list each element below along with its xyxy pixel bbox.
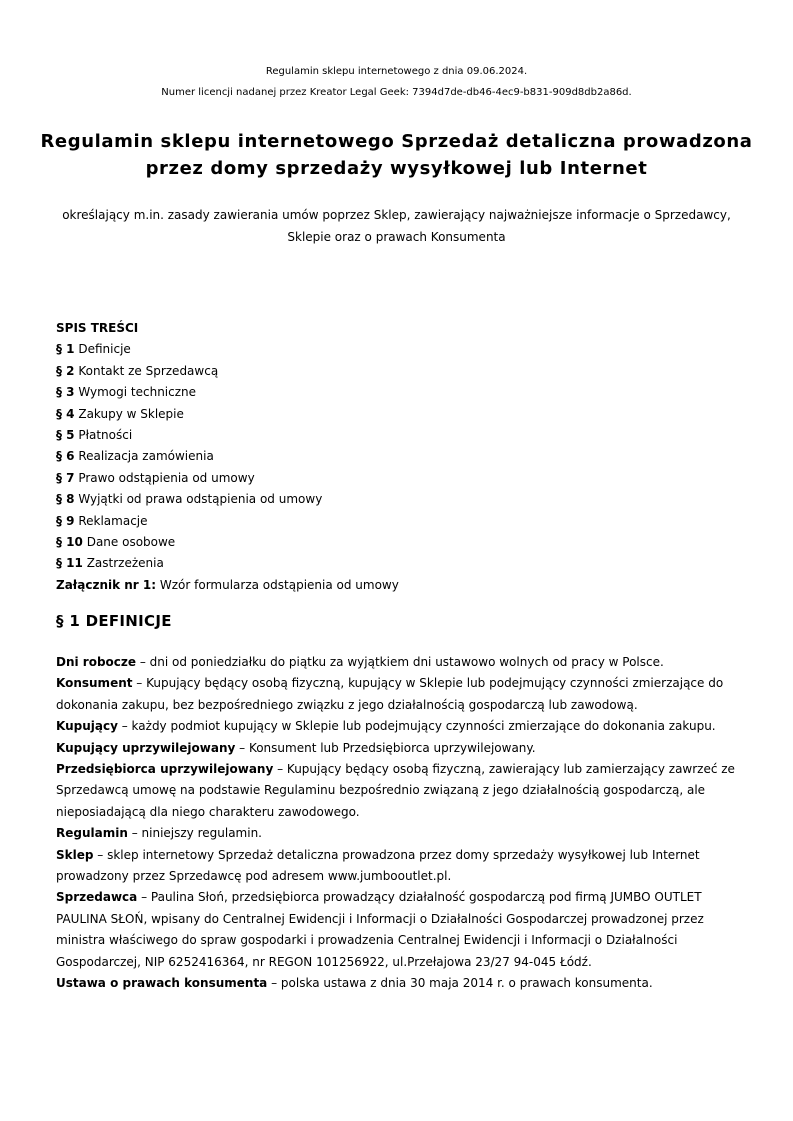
definition-term: Dni robocze <box>56 655 137 669</box>
toc-item-label: Realizacja zamówienia <box>74 449 214 464</box>
toc-item-label: Zakupy w Sklepie <box>74 406 184 421</box>
definition-line <box>56 716 743 737</box>
definitions-list <box>56 652 743 995</box>
toc-item <box>56 532 753 553</box>
toc-item-number: § 7 <box>56 470 75 485</box>
toc-item-label: Dane osobowe <box>82 535 176 550</box>
toc-item-number: § 2 <box>56 363 75 378</box>
document-subtitle-line-1: określający m.in. zasady zawierania umów poprzez Sklep, zawierający najważniejsze informacje o Sprzedawcy, <box>62 208 731 222</box>
definition-line: ministra właściwego do spraw gospodarki i prowadzenia Centralnej Ewidencji i Informacji o Działalności <box>56 933 678 948</box>
toc-item-number: § 3 <box>56 385 75 400</box>
definition-term: Ustawa o prawach konsumenta <box>56 976 268 991</box>
regulation-date-line: Regulamin sklepu internetowego z dnia 09.06.2024. <box>265 66 528 77</box>
toc-item <box>56 382 753 403</box>
toc-item-number: § 4 <box>56 406 75 421</box>
document-title-line-1: Regulamin sklepu internetowego Sprzedaż detaliczna prowadzona <box>40 131 753 152</box>
definition-text: – niniejszy regulamin. <box>127 826 262 841</box>
definition-line <box>56 673 743 694</box>
toc-item-label: Wzór formularza odstąpienia od umowy <box>156 577 399 592</box>
definition-line: dokonania zakupu, bez bezpośredniego związku z jego działalnością gospodarczą lub zawodową. <box>56 697 638 712</box>
toc-item <box>56 404 753 425</box>
definition-text: – dni od poniedziałku do piątku za wyjątkiem dni ustawowo wolnych od pracy w Polsce. <box>136 655 664 669</box>
definition-term: Sklep <box>56 847 94 862</box>
toc-item <box>56 489 753 510</box>
document-subtitle-line-2: Sklepie oraz o prawach Konsumenta <box>287 230 506 244</box>
definition-text: – Paulina Słoń, przedsiębiorca prowadzący działalność gospodarczą pod firmą JUMBO OUTLET <box>137 890 702 905</box>
toc-item-number: § 8 <box>56 492 75 507</box>
toc-item-label: Zastrzeżenia <box>82 556 164 571</box>
toc-item-label: Definicje <box>74 342 131 357</box>
definition-line: Gospodarczej, NIP 6252416364, nr REGON 101256922, ul.Przełajowa 23/27 94-045 Łódź. <box>56 954 592 969</box>
toc-item-label: Wymogi techniczne <box>74 385 197 400</box>
definition-term: Kupujący uprzywilejowany <box>56 740 236 755</box>
toc-item-number: § 5 <box>56 428 75 443</box>
definition-term: Przedsiębiorca uprzywilejowany <box>56 762 274 777</box>
toc-item <box>56 575 753 596</box>
toc-item-label: Reklamacje <box>74 513 148 528</box>
toc-item <box>56 361 753 382</box>
document-title-line-2: przez domy sprzedaży wysyłkowej lub Internet <box>145 158 648 179</box>
toc-item-number: § 10 <box>56 535 83 550</box>
definition-text: – polska ustawa z dnia 30 maja 2014 r. o prawach konsumenta. <box>267 976 653 991</box>
definition-line <box>56 652 743 673</box>
definition-line: Sprzedawcą umowę na podstawie Regulaminu bezpośrednio związaną z jego działalnością gospodarczą, ale <box>56 783 706 798</box>
definition-line <box>56 738 743 759</box>
definition-line <box>56 759 743 780</box>
definition-text: – Kupujący będący osobą fizyczną, kupujący w Sklepie lub podejmujący czynności zmierzające do <box>132 676 724 691</box>
definition-text: – Konsument lub Przedsiębiorca uprzywilejowany. <box>235 740 536 755</box>
document-title <box>40 128 753 182</box>
definition-term: Konsument <box>56 676 133 691</box>
definition-line <box>56 887 743 908</box>
definition-line <box>56 823 743 844</box>
definition-text: – Kupujący będący osobą fizyczną, zawierający lub zamierzający zawrzeć ze <box>273 762 735 777</box>
license-number-line: Numer licencji nadanej przez Kreator Legal Geek: 7394d7de-db46-4ec9-b831-909d8db2a86d. <box>161 87 632 98</box>
document-subtitle <box>40 204 753 248</box>
toc-item <box>56 511 753 532</box>
definition-line: prowadzony przez Sprzedawcę pod adresem www.jumbooutlet.pl. <box>56 869 452 884</box>
table-of-contents <box>56 318 753 596</box>
definition-line: PAULINA SŁOŃ, wpisany do Centralnej Ewidencji i Informacji o Działalności Gospodarczej prowadzonej przez <box>56 911 704 926</box>
definition-line <box>56 973 743 994</box>
toc-item <box>56 425 753 446</box>
toc-item-number: § 1 <box>56 342 75 357</box>
toc-list <box>56 339 753 596</box>
toc-item <box>56 339 753 360</box>
toc-heading: SPIS TREŚCI <box>56 321 139 335</box>
definition-term: Regulamin <box>56 826 128 841</box>
section-1-heading: § 1 DEFINICJE <box>56 612 172 630</box>
toc-item-label: Prawo odstąpienia od umowy <box>74 470 255 485</box>
toc-item-label: Kontakt ze Sprzedawcą <box>74 363 219 378</box>
toc-item <box>56 553 753 574</box>
definition-text: – sklep internetowy Sprzedaż detaliczna prowadzona przez domy sprzedaży wysyłkowej lub Internet <box>93 847 700 862</box>
toc-item-number: § 9 <box>56 513 75 528</box>
toc-item-number: Załącznik nr 1: <box>56 577 157 592</box>
toc-item-label: Płatności <box>74 428 133 443</box>
definition-text: – każdy podmiot kupujący w Sklepie lub podejmujący czynności zmierzające do dokonania zakupu. <box>117 719 716 734</box>
toc-item <box>56 446 753 467</box>
toc-item <box>56 468 753 489</box>
toc-item-label: Wyjątki od prawa odstąpienia od umowy <box>74 492 323 507</box>
definition-line: nieposiadającą dla niego charakteru zawodowego. <box>56 804 360 819</box>
toc-item-number: § 11 <box>56 556 83 571</box>
definition-line <box>56 845 743 866</box>
definition-term: Kupujący <box>56 719 118 734</box>
toc-item-number: § 6 <box>56 449 75 464</box>
definition-term: Sprzedawca <box>56 890 138 905</box>
